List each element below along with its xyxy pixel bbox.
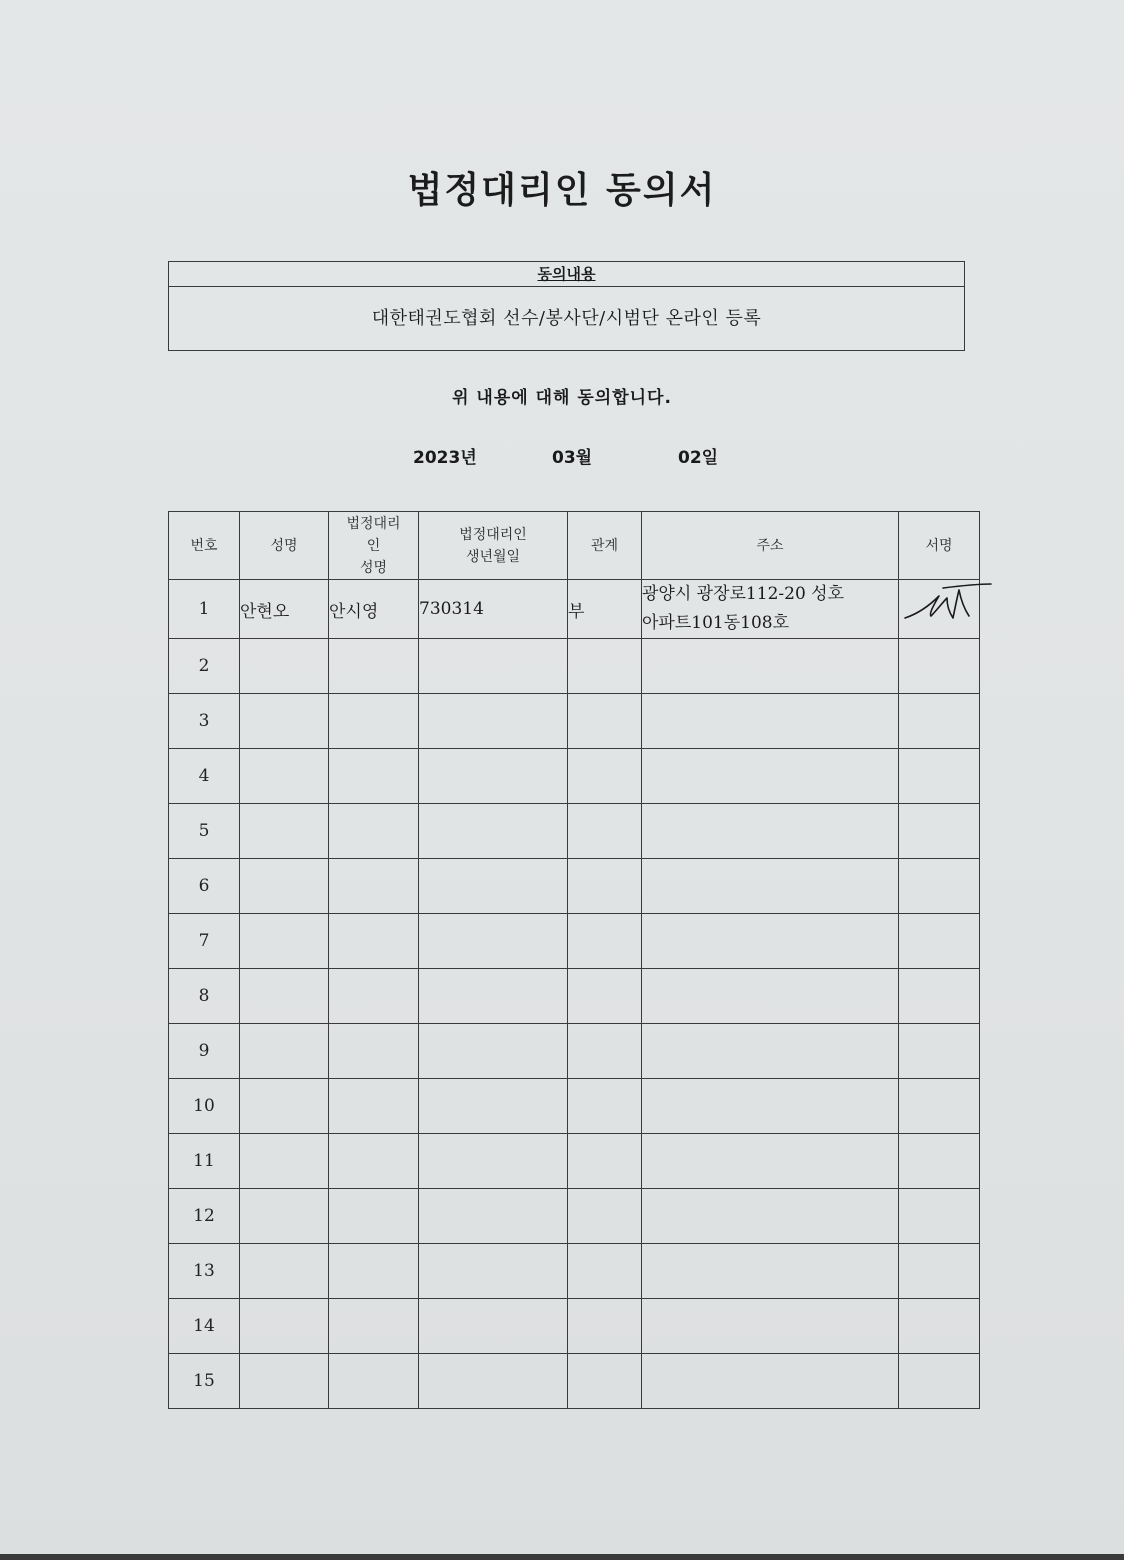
row-guardian-birth [419, 1134, 568, 1189]
row-guardian-birth [419, 749, 568, 804]
row-relation [568, 969, 642, 1024]
row-relation [568, 859, 642, 914]
table-row [169, 804, 980, 859]
row-guardian-name [329, 1079, 419, 1134]
row-number: 11 [169, 1134, 240, 1189]
table-row [169, 1134, 980, 1189]
row-relation [568, 804, 642, 859]
row-relation [568, 914, 642, 969]
consent-header: 동의내용 [169, 262, 964, 287]
row-guardian-name [329, 1354, 419, 1409]
row-signature [899, 1354, 980, 1409]
row-address [642, 580, 899, 639]
row-address [642, 694, 899, 749]
row-name [240, 859, 329, 914]
row-relation [568, 749, 642, 804]
row-guardian-name [329, 859, 419, 914]
agreement-statement: 위 내용에 대해 동의합니다. [452, 388, 672, 408]
row-name [240, 1189, 329, 1244]
row-relation [568, 1299, 642, 1354]
row-relation [568, 1189, 642, 1244]
row-guardian-birth [419, 969, 568, 1024]
date-day: 02일 [678, 448, 719, 468]
row-guardian-birth [419, 859, 568, 914]
row-number: 12 [169, 1189, 240, 1244]
row-signature [899, 859, 980, 914]
row-signature [899, 1134, 980, 1189]
row-name [240, 1244, 329, 1299]
row-number: 5 [169, 804, 240, 859]
handwritten-signature [903, 580, 995, 630]
row-signature [899, 749, 980, 804]
row-name [240, 1024, 329, 1079]
guardian-table [168, 511, 980, 1409]
row-relation: 부 [568, 580, 642, 639]
row-number: 3 [169, 694, 240, 749]
row-signature [899, 1189, 980, 1244]
row-relation [568, 639, 642, 694]
row-guardian-birth [419, 1189, 568, 1244]
row-signature [899, 1299, 980, 1354]
row-guardian-name [329, 694, 419, 749]
row-guardian-birth [419, 1299, 568, 1354]
row-guardian-birth [419, 694, 568, 749]
row-guardian-name [329, 914, 419, 969]
row-name [240, 1299, 329, 1354]
row-address-line2: 아파트101동108호 [642, 613, 790, 633]
row-number: 8 [169, 969, 240, 1024]
row-signature [899, 580, 980, 639]
row-guardian-name [329, 1244, 419, 1299]
table-row [169, 580, 980, 639]
table-row [169, 1024, 980, 1079]
date-year: 2023년 [413, 448, 477, 468]
row-name [240, 804, 329, 859]
row-relation [568, 1134, 642, 1189]
row-guardian-birth: 730314 [419, 580, 568, 639]
header-guardian-birth [419, 512, 568, 580]
row-relation [568, 1024, 642, 1079]
row-number: 6 [169, 859, 240, 914]
row-relation [568, 694, 642, 749]
row-signature [899, 914, 980, 969]
header-no: 번호 [169, 512, 240, 580]
table-row [169, 639, 980, 694]
row-number: 9 [169, 1024, 240, 1079]
row-guardian-birth [419, 1079, 568, 1134]
row-name [240, 1079, 329, 1134]
header-guardian-birth-line2: 생년월일 [465, 548, 521, 565]
row-address [642, 1079, 899, 1134]
row-name: 안현오 [240, 580, 329, 639]
row-relation [568, 1354, 642, 1409]
row-guardian-birth [419, 804, 568, 859]
row-address-line1: 광양시 광장로112-20 성호 [642, 584, 845, 604]
row-number: 4 [169, 749, 240, 804]
header-guardian-name-line1: 법정대리 [346, 515, 401, 532]
table-row [169, 1354, 980, 1409]
row-number: 2 [169, 639, 240, 694]
row-name [240, 749, 329, 804]
row-number: 10 [169, 1079, 240, 1134]
row-address [642, 749, 899, 804]
row-name [240, 694, 329, 749]
table-row [169, 914, 980, 969]
row-signature [899, 1079, 980, 1134]
row-address [642, 1354, 899, 1409]
row-guardian-name [329, 969, 419, 1024]
row-name [240, 969, 329, 1024]
row-signature [899, 639, 980, 694]
table-row [169, 694, 980, 749]
row-address [642, 859, 899, 914]
row-address [642, 1189, 899, 1244]
scan-bottom-edge [0, 1554, 1124, 1560]
row-guardian-name [329, 1299, 419, 1354]
header-signature: 서명 [899, 512, 980, 580]
row-guardian-name [329, 1189, 419, 1244]
row-name [240, 1134, 329, 1189]
row-guardian-birth [419, 1354, 568, 1409]
row-guardian-name [329, 1134, 419, 1189]
row-address [642, 804, 899, 859]
table-row [169, 1244, 980, 1299]
row-relation [568, 1079, 642, 1134]
row-number: 1 [169, 580, 240, 639]
header-guardian-name-line3: 성명 [359, 559, 388, 576]
date-month: 03월 [552, 448, 593, 468]
row-guardian-name [329, 639, 419, 694]
header-name: 성명 [240, 512, 329, 580]
row-guardian-birth [419, 1244, 568, 1299]
table-row [169, 969, 980, 1024]
header-address: 주소 [642, 512, 899, 580]
row-relation [568, 1244, 642, 1299]
row-name [240, 639, 329, 694]
table-row [169, 1299, 980, 1354]
row-guardian-birth [419, 639, 568, 694]
row-signature [899, 1024, 980, 1079]
header-guardian-name [329, 512, 419, 580]
row-signature [899, 804, 980, 859]
row-guardian-name [329, 1024, 419, 1079]
row-address [642, 914, 899, 969]
header-guardian-birth-line1: 법정대리인 [459, 526, 527, 543]
consent-box [168, 261, 965, 351]
document-title: 법정대리인 동의서 [407, 170, 717, 211]
row-number: 14 [169, 1299, 240, 1354]
header-relation: 관계 [568, 512, 642, 580]
row-address [642, 1299, 899, 1354]
row-number: 15 [169, 1354, 240, 1409]
row-address [642, 1024, 899, 1079]
row-address [642, 1244, 899, 1299]
table-row [169, 1189, 980, 1244]
row-address [642, 969, 899, 1024]
row-name [240, 1354, 329, 1409]
row-address [642, 1134, 899, 1189]
table-row [169, 1079, 980, 1134]
table-row [169, 749, 980, 804]
row-address [642, 639, 899, 694]
consent-body: 대한태권도협회 선수/봉사단/시범단 온라인 등록 [371, 308, 762, 329]
row-signature [899, 694, 980, 749]
row-guardian-name [329, 749, 419, 804]
row-guardian-birth [419, 1024, 568, 1079]
row-guardian-name: 안시영 [329, 580, 419, 639]
row-guardian-birth [419, 914, 568, 969]
table-row [169, 859, 980, 914]
row-signature [899, 1244, 980, 1299]
table-header-row [169, 512, 980, 580]
row-guardian-name [329, 804, 419, 859]
row-number: 13 [169, 1244, 240, 1299]
row-signature [899, 969, 980, 1024]
header-guardian-name-line2: 인 [366, 537, 381, 554]
row-name [240, 914, 329, 969]
row-number: 7 [169, 914, 240, 969]
